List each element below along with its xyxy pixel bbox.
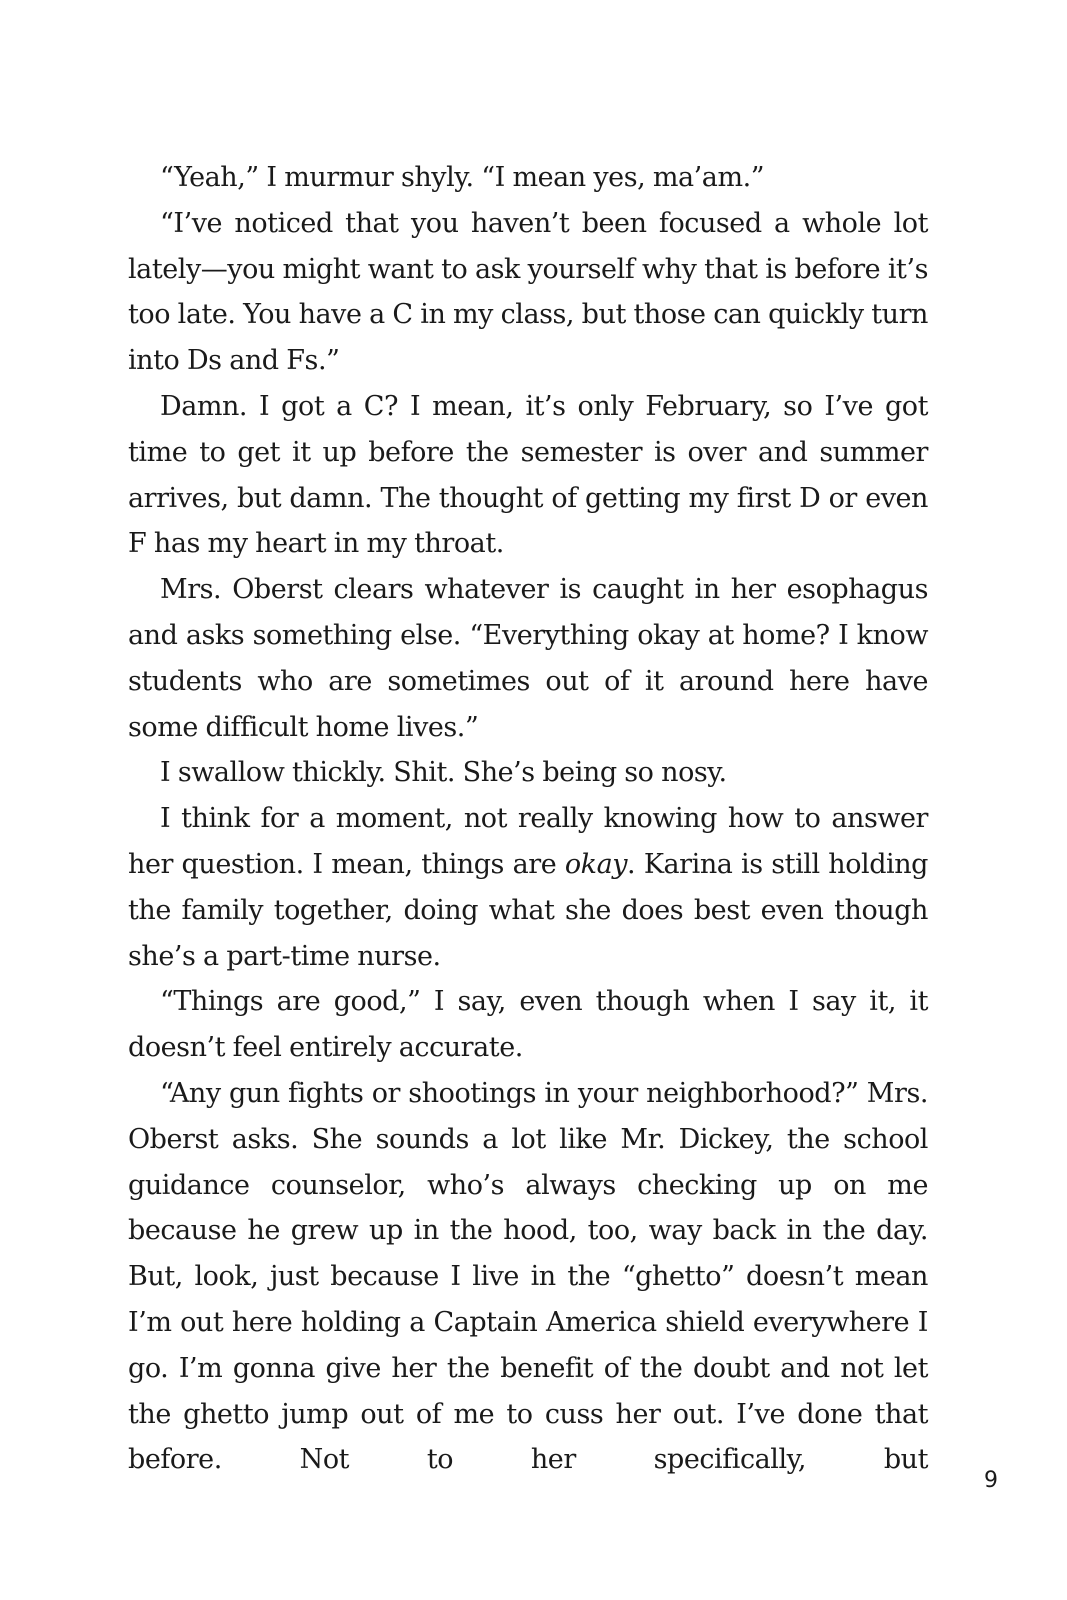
- paragraph: Mrs. Oberst clears whatever is caught in her esophagus and asks something else. “Everything okay at home? I know students who are sometimes out of it around here have some difficult home lives.”: [128, 574, 928, 743]
- paragraph: [128, 796, 928, 979]
- page-number: 9: [984, 1468, 998, 1493]
- paragraph: “Any gun fights or shootings in your neighborhood?” Mrs. Oberst asks. She sounds a lot like Mr. Dickey, the school guidance counselor, who’s always checking up on me because he grew up in the hood, too, way back in the day. But, look, just because I live in the “ghetto” doesn’t mean I’m out here holding a Captain America shield everywhere I go. I’m gonna give her the benefit of the doubt and not let the ghetto jump out of me to cuss her out. I’ve done that before. Not to her specifically, but: [128, 1077, 928, 1476]
- paragraph: Damn. I got a C? I mean, it’s only February, so I’ve got time to get it up before the semester is over and summer arrives, but damn. The thought of getting my first D or even F has my heart in my throat.: [128, 390, 928, 560]
- paragraph: “Things are good,” I say, even though when I say it, it doesn’t feel entirely accurate.: [128, 986, 928, 1064]
- emphasis-text: okay: [564, 848, 628, 880]
- paragraph: “I’ve noticed that you haven’t been focused a whole lot lately—you might want to ask yourself why that is before it’s too late. You have a C in my class, but those can quickly turn into Ds and Fs.”: [128, 207, 928, 377]
- paragraph: I swallow thickly. Shit. She’s being so nosy.: [160, 757, 727, 789]
- body-text: [128, 155, 928, 1483]
- paragraph: “Yeah,” I murmur shyly. “I mean yes, ma’am.”: [160, 162, 765, 193]
- paragraph-text: I think for a moment, not really knowing how to answer her question. I mean, things are: [128, 803, 928, 880]
- paragraph-text: . Karina is still holding the family together, doing what she does best even though she’s a part-time nurse.: [128, 848, 928, 972]
